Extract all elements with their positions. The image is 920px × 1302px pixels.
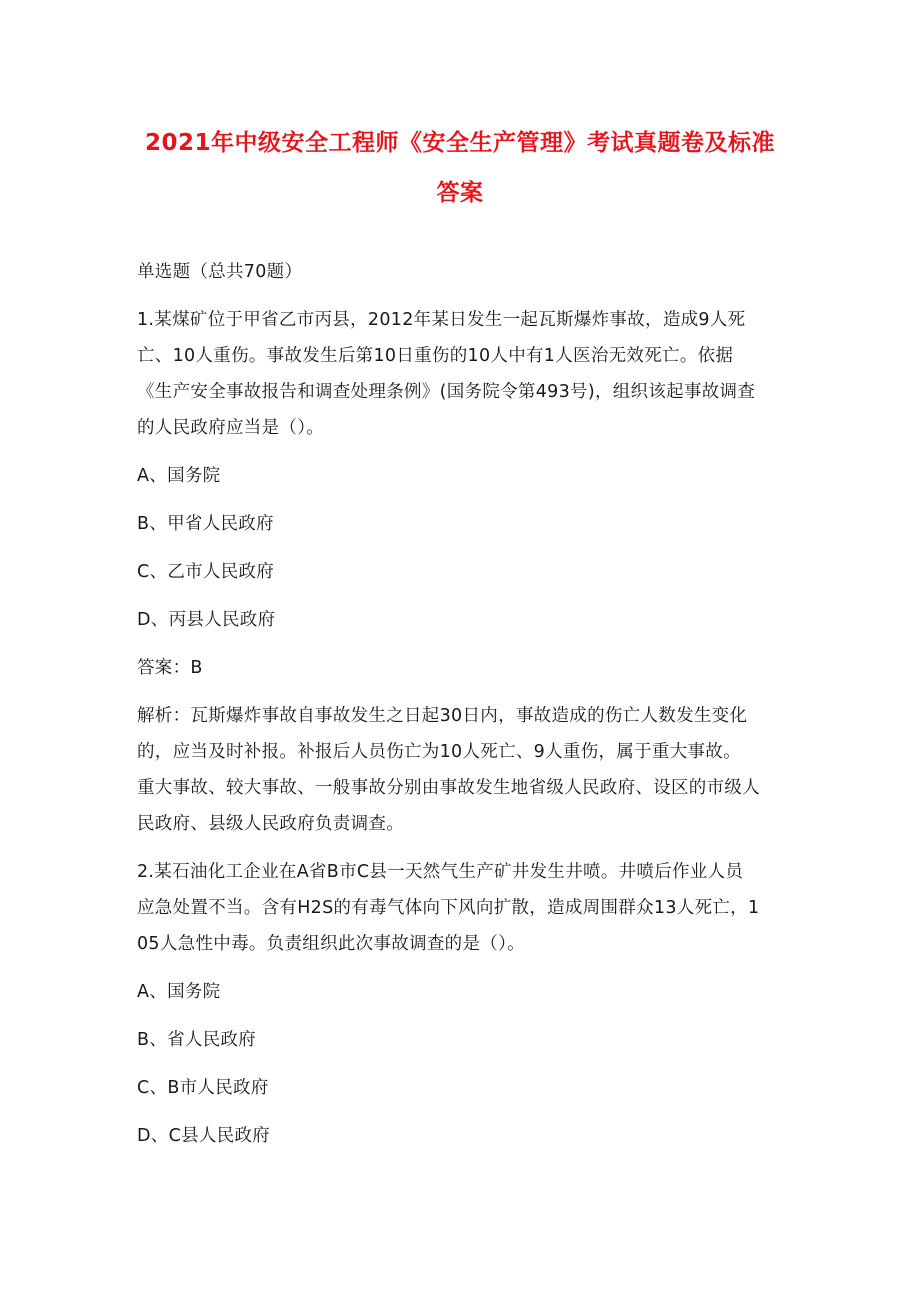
question-2-option-b: B、省人民政府 bbox=[137, 1030, 257, 1050]
question-1-stem-line-3: 《生产安全事故报告和调查处理条例》(国务院令第493号)，组织该起事故调查 bbox=[137, 382, 756, 402]
question-1-analysis-line-4: 民政府、县级人民政府负责调查。 bbox=[137, 814, 404, 834]
question-2-option-d: D、C县人民政府 bbox=[137, 1126, 271, 1146]
question-2-option-c: C、B市人民政府 bbox=[137, 1078, 269, 1098]
question-1-analysis-line-1: 解析：瓦斯爆炸事故自事故发生之日起30日内，事故造成的伤亡人数发生变化 bbox=[137, 706, 748, 726]
question-2-stem-line-3: 05人急性中毒。负责组织此次事故调查的是（）。 bbox=[137, 934, 525, 954]
question-1-analysis-line-3: 重大事故、较大事故、一般事故分别由事故发生地省级人民政府、设区的市级人 bbox=[137, 778, 760, 798]
question-1-option-d: D、丙县人民政府 bbox=[137, 610, 276, 630]
question-1-option-b: B、甲省人民政府 bbox=[137, 514, 274, 534]
question-2-stem-line-1: 2.某石油化工企业在A省B市C县一天然气生产矿井发生井喷。井喷后作业人员 bbox=[137, 862, 744, 882]
question-1-stem-line-2: 亡、10人重伤。事故发生后第10日重伤的10人中有1人医治无效死亡。依据 bbox=[137, 346, 734, 366]
document-title-line-1: 2021年中级安全工程师《安全生产管理》考试真题卷及标准 bbox=[144, 130, 775, 156]
question-1-analysis-line-2: 的，应当及时补报。补报后人员伤亡为10人死亡、9人重伤，属于重大事故。 bbox=[137, 742, 741, 762]
question-1-stem-line-4: 的人民政府应当是（）。 bbox=[137, 418, 325, 438]
question-1-option-a: A、国务院 bbox=[137, 466, 221, 486]
question-1-answer: 答案：B bbox=[137, 658, 203, 678]
question-1-stem-line-1: 1.某煤矿位于甲省乙市丙县，2012年某日发生一起瓦斯爆炸事故，造成9人死 bbox=[137, 310, 746, 330]
section-header: 单选题（总共70题） bbox=[137, 262, 303, 282]
question-1-option-c: C、乙市人民政府 bbox=[137, 562, 275, 582]
document-title-line-2: 答案 bbox=[436, 180, 484, 206]
question-2-option-a: A、国务院 bbox=[137, 982, 221, 1002]
question-2-stem-line-2: 应急处置不当。含有H2S的有毒气体向下风向扩散，造成周围群众13人死亡，1 bbox=[137, 898, 760, 918]
